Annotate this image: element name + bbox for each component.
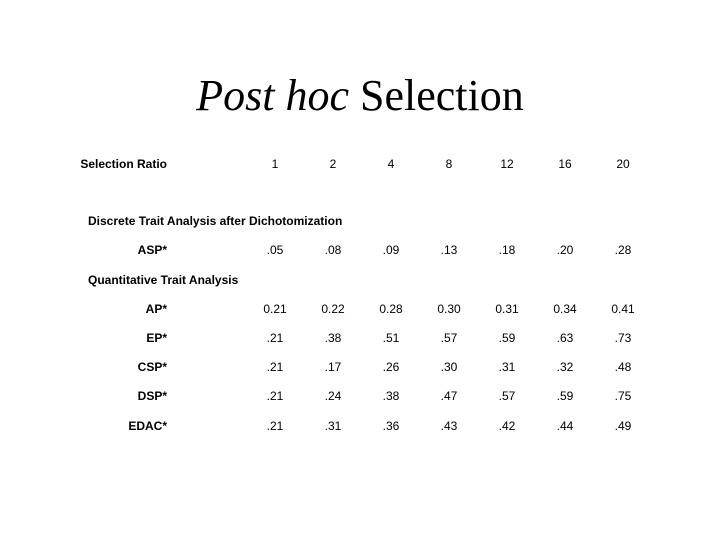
ratio-header: 12 (500, 157, 514, 171)
table-row (0, 300, 720, 318)
header-label: Selection Ratio (80, 157, 167, 171)
table-cell: .21 (266, 331, 284, 345)
section-heading: Quantitative Trait Analysis (88, 273, 239, 287)
row-label: EP* (146, 331, 167, 345)
table-cell: .31 (324, 419, 342, 433)
row-label: ASP* (137, 243, 167, 257)
table-cell: .26 (382, 360, 400, 374)
table-cell: .57 (440, 331, 458, 345)
table-cell: 0.21 (263, 302, 287, 316)
table-row (0, 417, 720, 435)
ratio-header: 8 (445, 157, 453, 171)
ratio-header: 16 (558, 157, 572, 171)
ratio-header: 4 (387, 157, 395, 171)
table-cell: .63 (556, 331, 574, 345)
table-cell: .21 (266, 389, 284, 403)
table-cell: .38 (324, 331, 342, 345)
table-cell: .18 (498, 243, 516, 257)
table-cell: .42 (498, 419, 516, 433)
table-cell: .30 (440, 360, 458, 374)
table-cell: 0.34 (553, 302, 577, 316)
table-cell: .13 (440, 243, 458, 257)
table-cell: .57 (498, 389, 516, 403)
table-cell: .73 (614, 331, 632, 345)
table-row (0, 329, 720, 347)
slide-title-italic: Post hoc (196, 71, 350, 120)
section-heading-row (0, 212, 720, 230)
table-cell: .43 (440, 419, 458, 433)
ratio-header: 20 (616, 157, 630, 171)
table-cell: 0.41 (611, 302, 635, 316)
table-cell: .31 (498, 360, 516, 374)
row-label: DSP* (137, 389, 167, 403)
table-cell: 0.28 (379, 302, 403, 316)
table-row (0, 358, 720, 376)
table-cell: .44 (556, 419, 574, 433)
table-row (0, 241, 720, 259)
row-label: CSP* (137, 360, 167, 374)
table-cell: 0.22 (321, 302, 345, 316)
table-cell: .21 (266, 419, 284, 433)
table-cell: .49 (614, 419, 632, 433)
table-cell: .75 (614, 389, 632, 403)
table-cell: 0.30 (437, 302, 461, 316)
table-cell: .24 (324, 389, 342, 403)
table-cell: .36 (382, 419, 400, 433)
table-cell: 0.31 (495, 302, 519, 316)
table-cell: .47 (440, 389, 458, 403)
table-cell: .05 (266, 243, 284, 257)
table-cell: .08 (324, 243, 342, 257)
table-header-row (0, 155, 720, 173)
table-cell: .59 (556, 389, 574, 403)
table-cell: .21 (266, 360, 284, 374)
section-heading-row (0, 271, 720, 289)
table-cell: .32 (556, 360, 574, 374)
row-label: EDAC* (128, 419, 167, 433)
ratio-header: 2 (329, 157, 337, 171)
table-cell: .51 (382, 331, 400, 345)
table-cell: .48 (614, 360, 632, 374)
row-label: AP* (145, 302, 167, 316)
slide-title-regular: Selection (360, 71, 524, 120)
table-cell: .28 (614, 243, 632, 257)
ratio-header: 1 (271, 157, 279, 171)
section-heading: Discrete Trait Analysis after Dichotomization (88, 214, 343, 228)
table-cell: .17 (324, 360, 342, 374)
table-cell: .09 (382, 243, 400, 257)
table-cell: .59 (498, 331, 516, 345)
table-cell: .38 (382, 389, 400, 403)
table-row (0, 387, 720, 405)
table-cell: .20 (556, 243, 574, 257)
